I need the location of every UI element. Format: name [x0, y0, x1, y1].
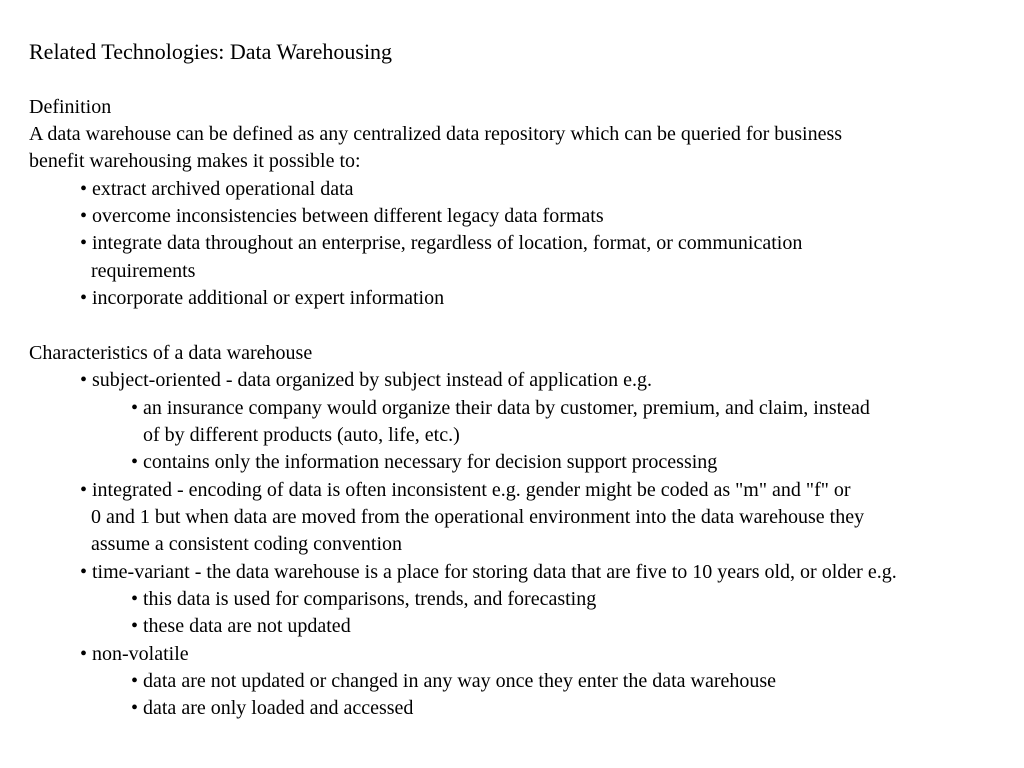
definition-text-line: A data warehouse can be defined as any centralized data repository which can be queried for business — [29, 123, 843, 145]
characteristic-continuation: assume a consistent coding convention — [91, 533, 403, 555]
definition-bullet-continuation: requirements — [91, 260, 196, 282]
characteristic-integrated: • integrated - encoding of data is often inconsistent e.g. gender might be coded as "m" and "f" or — [80, 479, 851, 501]
sub-bullet-continuation: of by different products (auto, life, etc.) — [143, 424, 460, 446]
characteristic-non-volatile: • non-volatile — [80, 643, 189, 665]
sub-bullet: • this data is used for comparisons, trends, and forecasting — [131, 588, 597, 610]
sub-bullet: • an insurance company would organize their data by customer, premium, and claim, instead — [131, 397, 870, 419]
definition-heading: Definition — [29, 96, 112, 118]
characteristics-heading: Characteristics of a data warehouse — [29, 342, 313, 364]
characteristic-continuation: 0 and 1 but when data are moved from the operational environment into the data warehouse they — [91, 506, 865, 528]
characteristic-subject-oriented: • subject-oriented - data organized by subject instead of application e.g. — [80, 369, 652, 391]
sub-bullet: • these data are not updated — [131, 615, 351, 637]
sub-bullet: • contains only the information necessary for decision support processing — [131, 451, 718, 473]
definition-bullet: • extract archived operational data — [80, 178, 354, 200]
definition-bullet: • incorporate additional or expert information — [80, 287, 445, 309]
definition-text-line: benefit warehousing makes it possible to: — [29, 150, 361, 172]
sub-bullet: • data are only loaded and accessed — [131, 697, 414, 719]
characteristic-time-variant: • time-variant - the data warehouse is a place for storing data that are five to 10 years old, or older e.g. — [80, 561, 897, 583]
sub-bullet: • data are not updated or changed in any way once they enter the data warehouse — [131, 670, 777, 692]
definition-bullet: • integrate data throughout an enterprise, regardless of location, format, or communication — [80, 232, 803, 254]
definition-bullet: • overcome inconsistencies between different legacy data formats — [80, 205, 604, 227]
page-title: Related Technologies: Data Warehousing — [29, 39, 393, 64]
